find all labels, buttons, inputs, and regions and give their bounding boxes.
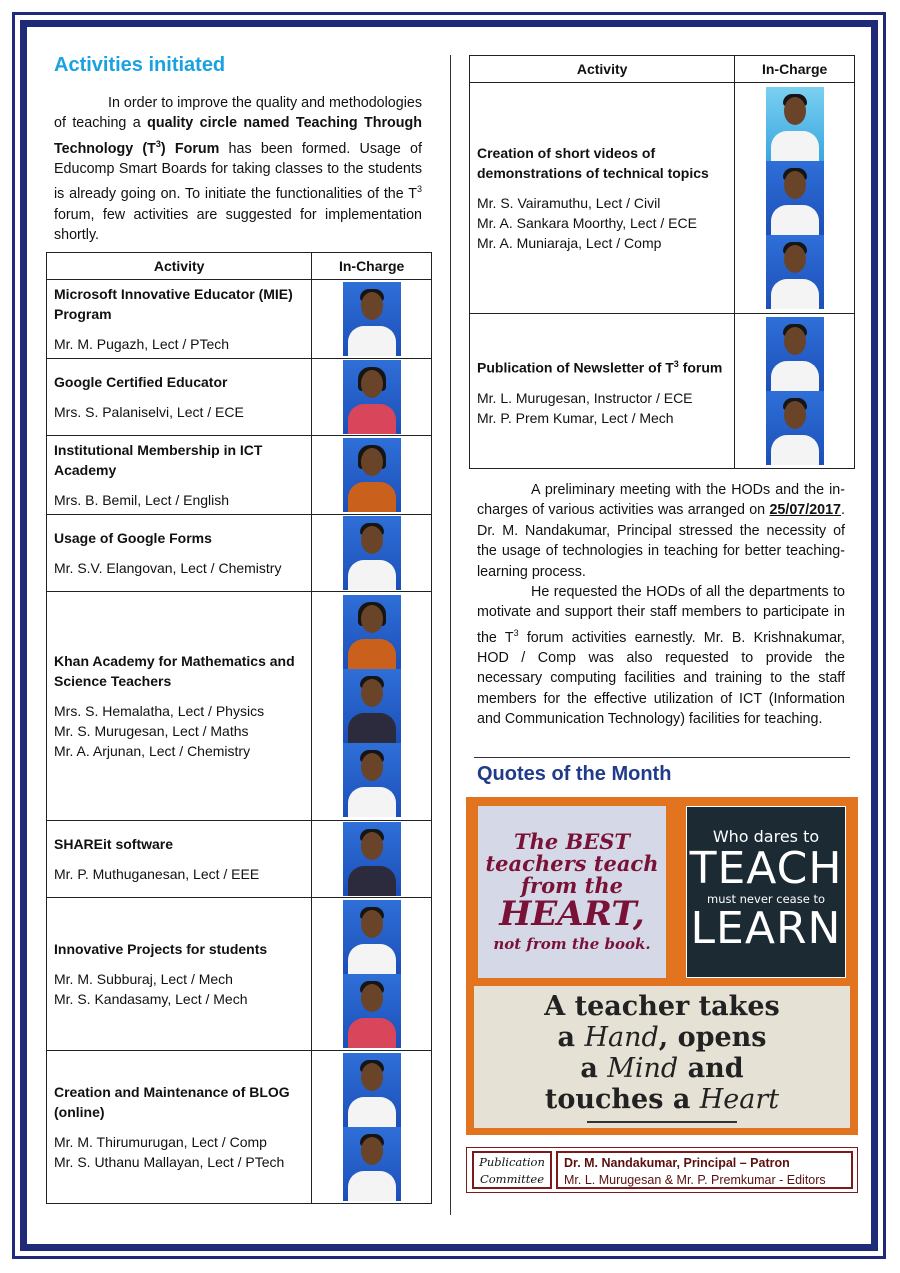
person-photo xyxy=(343,595,401,669)
quote3-line2c: , opens xyxy=(658,1022,767,1053)
meeting-text-1: A preliminary meeting with the HODs and the in-charges of various activities was arranged on xyxy=(477,482,845,519)
activity-title: Institutional Membership in ICT Academy xyxy=(54,442,263,478)
table-row xyxy=(47,592,432,821)
activity-title: Creation and Maintenance of BLOG (online) xyxy=(54,1084,290,1120)
person-name: Mr. S. Kandasamy, Lect / Mech xyxy=(54,991,248,1007)
quote-teach-learn xyxy=(686,806,846,978)
table-row xyxy=(47,1051,432,1204)
activities-table-left xyxy=(46,252,432,1204)
quote1-line1: The BEST xyxy=(513,829,631,855)
person-name: Mrs. B. Bemil, Lect / English xyxy=(54,492,230,508)
quotes-heading: Quotes of the Month xyxy=(477,763,672,785)
table-row xyxy=(47,515,432,592)
table-row xyxy=(47,359,432,436)
column-header-activity: Activity xyxy=(470,56,735,83)
publication-credits xyxy=(556,1151,853,1189)
person-name: Mr. S. Murugesan, Lect / Maths xyxy=(54,723,249,739)
person-name: Mr. M. Subburaj, Lect / Mech xyxy=(54,971,233,987)
person-name: Mr. S. Vairamuthu, Lect / Civil xyxy=(477,195,661,211)
intro-paragraph xyxy=(54,93,422,245)
column-header-incharge: In-Charge xyxy=(312,253,432,280)
table-row xyxy=(470,83,855,314)
publication-label-1: Publication xyxy=(479,1155,545,1169)
intro-text-2: has been formed. Usage of Educomp Smart Boards for taking classes to the students is already going on. To initiate the functionalities of the T xyxy=(54,140,422,203)
person-name: Mr. P. Prem Kumar, Lect / Mech xyxy=(477,409,674,426)
quote3-line4b: Heart xyxy=(699,1084,780,1115)
person-photo xyxy=(343,1127,401,1201)
person-photo xyxy=(343,974,401,1048)
meeting-text-2: . Dr. M. Nandakumar, Principal stressed the necessity of the usage of technologies in teaching for better teaching-learning process. xyxy=(477,502,845,580)
activity-title: Creation of short videos of demonstrations of technical topics xyxy=(477,145,709,181)
intro-forum-name: quality circle named Teaching Through Technology (T xyxy=(54,115,422,157)
person-name: Mr. S.V. Elangovan, Lect / Chemistry xyxy=(54,560,282,576)
publication-label xyxy=(472,1151,552,1189)
person-photo xyxy=(343,282,401,356)
quote1-line3: from the xyxy=(521,873,623,899)
person-name: Mrs. S. Hemalatha, Lect / Physics xyxy=(54,703,265,719)
person-photo xyxy=(766,87,824,161)
person-photo xyxy=(766,391,824,465)
activities-table-right xyxy=(469,55,855,469)
person-name: Mr. P. Muthuganesan, Lect / EEE xyxy=(54,866,260,882)
request-text-2: forum activities earnestly. Mr. B. Krishnakumar, HOD / Comp was also requested to provide the necessary computing facilities and training to the staff members for the effective utilization of ICT (Information and Communication Technology) facilities for teaching. xyxy=(477,629,845,728)
quote3-line3a: a xyxy=(580,1053,608,1084)
intro-sup-2: 3 xyxy=(416,184,422,195)
meeting-date: 25/07/2017 xyxy=(769,502,842,519)
quote1-line4: HEART, xyxy=(499,894,645,935)
table-row xyxy=(47,898,432,1051)
person-photo xyxy=(766,161,824,235)
section-heading-activities: Activities initiated xyxy=(54,54,226,76)
column-header-activity: Activity xyxy=(47,253,312,280)
person-name: Mr. A. Muniaraja, Lect / Comp xyxy=(477,235,662,251)
quote3-line4a: touches a xyxy=(544,1084,700,1115)
quote2-line4: LEARN xyxy=(690,903,842,954)
person-photo xyxy=(343,516,401,590)
intro-text-1: In order to improve the quality and methodologies of teaching a xyxy=(54,95,422,132)
activity-title: SHAREit software xyxy=(54,836,174,852)
person-photo xyxy=(343,1053,401,1127)
activity-title-tail: forum xyxy=(678,359,723,376)
quote-teacher-hand xyxy=(474,986,850,1128)
quote3-line2a: a xyxy=(557,1022,585,1053)
person-name: Mr. A. Arjunan, Lect / Chemistry xyxy=(54,743,251,759)
person-name: Mr. L. Murugesan, Instructor / ECE xyxy=(477,389,693,406)
quotes-rule xyxy=(474,757,850,758)
quote2-line2: TEACH xyxy=(689,843,843,894)
table-row xyxy=(47,821,432,898)
activity-title: Innovative Projects for students xyxy=(54,941,268,957)
person-photo xyxy=(343,822,401,896)
activity-title xyxy=(477,354,727,378)
person-photo xyxy=(343,438,401,512)
publication-patron: Dr. M. Nandakumar, Principal – Patron xyxy=(564,1156,790,1170)
intro-text-3: forum, few activities are suggested for implementation shortly. xyxy=(54,206,422,243)
person-name: Mr. M. Thirumurugan, Lect / Comp xyxy=(54,1134,267,1150)
meeting-paragraph xyxy=(477,480,845,730)
person-photo xyxy=(343,900,401,974)
person-photo xyxy=(766,235,824,309)
table-row xyxy=(470,314,855,469)
publication-editors: Mr. L. Murugesan & Mr. P. Premkumar - Editors xyxy=(564,1173,826,1187)
table-row xyxy=(47,280,432,359)
quote1-line5: not from the book. xyxy=(493,935,651,954)
quote3-line2b: Hand xyxy=(584,1022,659,1053)
quote-best-teachers xyxy=(478,806,666,978)
person-name: Mr. M. Pugazh, Lect / PTech xyxy=(54,336,230,352)
quote3-line1: A teacher takes xyxy=(544,991,780,1022)
quote2-line1: Who dares to xyxy=(712,827,820,846)
quote2-line3: must never cease to xyxy=(707,892,825,906)
person-photo xyxy=(343,743,401,817)
quote1-line2: teachers teach xyxy=(485,851,659,877)
column-divider xyxy=(450,55,451,1215)
activity-title-sup: 3 xyxy=(673,359,679,370)
column-header-incharge: In-Charge xyxy=(735,56,855,83)
quote3-line3b: Mind xyxy=(607,1053,679,1084)
intro-sup-1: 3 xyxy=(155,138,161,149)
person-photo xyxy=(343,669,401,743)
person-photo xyxy=(766,317,824,391)
activity-title: Usage of Google Forms xyxy=(54,530,212,546)
activity-title: Microsoft Innovative Educator (MIE) Program xyxy=(54,286,293,322)
ornament-rule xyxy=(587,1121,737,1123)
request-text-1: He requested the HODs of all the departments to motivate and support their staff members to participate in the T xyxy=(477,584,845,646)
person-photo xyxy=(343,360,401,434)
request-sup: 3 xyxy=(513,627,519,638)
person-name: Mr. S. Uthanu Mallayan, Lect / PTech xyxy=(54,1154,285,1170)
person-name: Mr. A. Sankara Moorthy, Lect / ECE xyxy=(477,215,697,231)
quote3-line3c: and xyxy=(678,1053,744,1084)
activity-title: Google Certified Educator xyxy=(54,374,228,390)
intro-forum-tail: ) Forum xyxy=(160,140,220,157)
activity-title-main: Publication of Newsletter of T xyxy=(477,359,674,376)
table-row xyxy=(47,436,432,515)
publication-label-2: Committee xyxy=(479,1172,545,1186)
activity-title: Khan Academy for Mathematics and Science Teachers xyxy=(54,653,295,689)
person-name: Mrs. S. Palaniselvi, Lect / ECE xyxy=(54,404,244,420)
